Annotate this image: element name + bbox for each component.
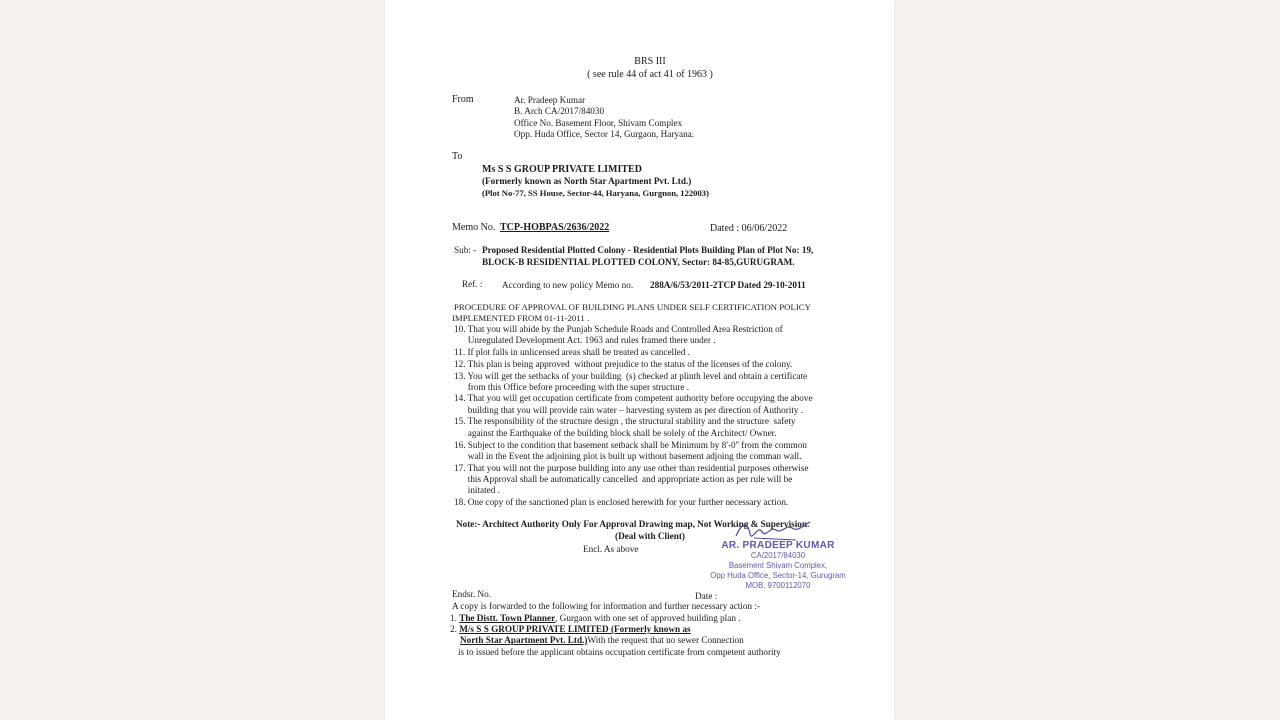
memo-number: TCP-HOBPAS/2636/2022 [500, 222, 610, 233]
from-line-1: Ar. Pradeep Kumar [514, 95, 586, 105]
condition-11: 11. If plot falls in unlicensed areas shall be treated as cancelled . [454, 347, 690, 357]
from-label: From [452, 94, 474, 105]
enclosure: Encl. As above [583, 544, 639, 554]
endorsement-date: Date : [695, 591, 718, 601]
condition-17-line-1: 17. That you will not the purpose building into any use other than residential purposes otherwise [454, 463, 809, 473]
ref-label: Ref. : [462, 279, 483, 289]
forward-text: A copy is forwarded to the following for information and further necessary action :- [452, 601, 760, 611]
memo-label: Memo No. [452, 222, 496, 233]
condition-13-line-2: from this Office before proceeding with the super structure . [454, 382, 690, 392]
procedure-heading-2: IMPLEMENTED FROM 01-11-2011 . [452, 313, 590, 323]
copy-item-1-num: 1. [450, 613, 457, 623]
copy-item-2-recipient-cont: North Star Apartment Pvt. Ltd.) [460, 635, 588, 645]
to-label: To [452, 151, 463, 162]
copy-item-2-text: With the request that no sewer Connection [587, 635, 744, 645]
condition-15-line-2: against the Earthquake of the building block shall be solely of the Architect/ Owner. [454, 428, 777, 438]
ref-memo: 288A/6/53/2011-2TCP Dated 29-10-2011 [650, 280, 806, 290]
rule-reference: ( see rule 44 of act 41 of 1963 ) [587, 69, 713, 80]
copy-item-2-line-3: is to issued before the applicant obtains occupation certificate from competent authority [458, 647, 781, 657]
recipient-name: Ms S S GROUP PRIVATE LIMITED [482, 164, 642, 175]
stamp-line-1: CA/2017/84030 [750, 551, 806, 560]
note-line-2: (Deal with Client) [615, 531, 685, 541]
stamp-line-3: Opp Huda Office, Sector-14, Gurugram [710, 571, 846, 580]
endorsement-number: Endsr. No. [452, 589, 492, 599]
condition-17-line-2: this Approval shall be automatically cancelled and appropriate action as per rule will be [454, 474, 793, 484]
copy-item-2-line-2 [460, 635, 744, 646]
subject-label: Sub: - [454, 245, 477, 255]
ref-text: According to new policy Memo no. [502, 280, 634, 290]
stamp-line-4: MOB. 9700112070 [745, 581, 811, 590]
procedure-heading-1: PROCEDURE OF APPROVAL OF BUILDING PLANS UNDER SELF CERTIFICATION POLICY [454, 302, 812, 312]
memo-date: Dated : 06/06/2022 [710, 223, 788, 234]
from-line-3: Office No. Basement Floor, Shivam Complex [514, 118, 683, 128]
copy-item-1-recipient: The Distt. Town Planner [459, 613, 556, 623]
condition-14-line-1: 14. That you will get occupation certificate from competent authority before occupying the above [454, 393, 813, 403]
recipient-address: (Plot No-77, SS House, Sector-44, Haryana, Gurgnon, 122003) [482, 188, 709, 198]
stamp-name: AR. PRADEEP KUMAR [721, 540, 835, 551]
copy-item-2-num: 2. [450, 624, 457, 634]
form-title: BRS III [634, 56, 666, 67]
condition-16-line-2: wall in the Event the adjoining plot is built up without basement adjoing the comman wall. [454, 451, 802, 461]
recipient-formerly: (Formerly known as North Star Apartment Pvt. Ltd.) [482, 176, 692, 186]
copy-item-2-recipient: M/s S S GROUP PRIVATE LIMITED (Formerly known as [459, 624, 691, 634]
condition-10-line-2: Unregulated Development Act. 1963 and rules framed there under . [454, 335, 716, 345]
copy-item-1-text: , Gurgaon with one set of approved building plan . [555, 613, 741, 623]
stamp-line-2: Basement Shivam Complex, [728, 561, 828, 570]
copy-item-1 [450, 613, 741, 624]
condition-16-line-1: 16. Subject to the condition that basement setback shall be Minimum by 8'-0'' from the common [454, 440, 808, 450]
condition-15-line-1: 15. The responsibility of the structure design , the structural stability and the structure safety [454, 416, 796, 426]
condition-18: 18. One copy of the sanctioned plan is enclosed herewith for your further necessary action. [454, 497, 789, 507]
subject-line-1: Proposed Residential Plotted Colony - Residential Plots Building Plan of Plot No: 19, [482, 245, 814, 255]
from-line-4: Opp. Huda Office, Sector 14, Gurgaon, Haryana. [514, 129, 695, 139]
condition-14-line-2: building that you will provide rain water – harvesting system as per direction of Authority . [454, 405, 804, 415]
condition-12: 12. This plan is being approved without prejudice to the status of the licenses of the colony. [454, 359, 793, 369]
copy-item-2 [450, 624, 691, 635]
condition-13-line-1: 13. You will get the setbacks of your building (s) checked at plinth level and obtain a certificate [454, 371, 808, 381]
condition-17-line-3: initated . [454, 485, 500, 495]
from-line-2: B. Arch CA/2017/84030 [514, 106, 605, 116]
architect-stamp [708, 540, 848, 591]
subject-line-2: BLOCK-B RESIDENTIAL PLOTTED COLONY, Sector: 84-85,GURUGRAM. [482, 257, 795, 267]
condition-10-line-1: 10. That you will abide by the Punjab Schedule Roads and Controlled Area Restriction of [454, 324, 783, 334]
note-line-1: Note:- Architect Authority Only For Approval Drawing map, Not Working & Supervision. [456, 519, 810, 529]
